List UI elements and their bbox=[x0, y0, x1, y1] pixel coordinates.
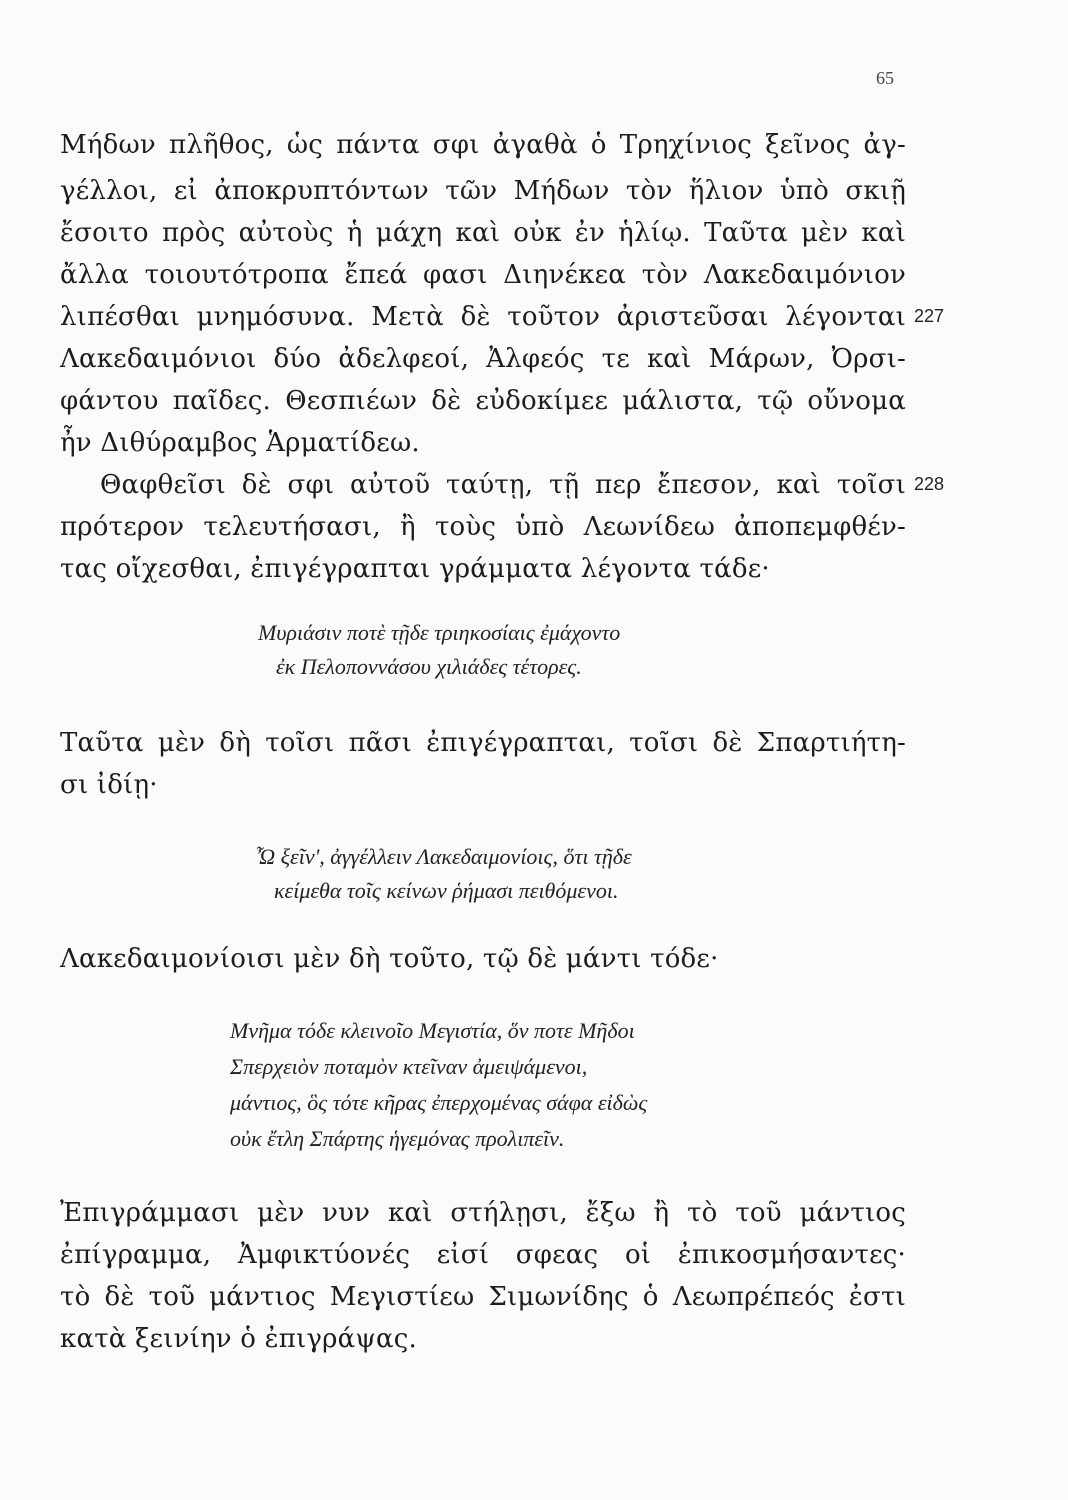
paragraph-2-line-3: τας οἴχεσθαι, ἐπιγέγραπται γράμματα λέγοντα τάδε· bbox=[60, 554, 770, 584]
paragraph-5-line-1: Ἐπιγράμμασι μὲν νυν καὶ στήλῃσι, ἔξω ἢ τὸ τοῦ μάντιος bbox=[60, 1198, 906, 1228]
epigram-3-line-2: Σπερχειὸν ποταμὸν κτεῖναν ἀμειψάμενοι, bbox=[230, 1054, 588, 1079]
epigram-3-line-3: μάντιος, ὃς τότε κῆρας ἐπερχομένας σάφα εἰδὼς bbox=[230, 1090, 648, 1115]
paragraph-2-line-1: Θαφθεῖσι δὲ σφι αὐτοῦ ταύτῃ, τῇ περ ἔπεσον, καὶ τοῖσι bbox=[100, 470, 906, 500]
paragraph-5-line-2: ἐπίγραμμα, Ἀμφικτύονές εἰσί σφεας οἱ ἐπικοσμήσαντες· bbox=[60, 1240, 906, 1270]
paragraph-4-line-1: Λακεδαιμονίοισι μὲν δὴ τοῦτο, τῷ δὲ μάντι τόδε· bbox=[60, 944, 719, 974]
epigram-2-line-1: Ὦ ξεῖν', ἀγγέλλειν Λακεδαιμονίοις, ὅτι τῇδε bbox=[256, 844, 632, 869]
margin-section-number: 228 bbox=[914, 474, 945, 494]
epigram-1-line-2: ἐκ Πελοποννάσου χιλιάδες τέτορες. bbox=[276, 654, 582, 679]
paragraph-1-line-6: Λακεδαιμόνιοι δύο ἀδελφεοί, Ἀλφεός τε καὶ Μάρων, Ὀρσι- bbox=[60, 344, 906, 374]
epigram-3-line-1: Μνῆμα τόδε κλεινοῖο Μεγιστία, ὅν ποτε Μῆδοι bbox=[230, 1018, 635, 1043]
paragraph-3-line-2: σι ἰδίῃ· bbox=[60, 770, 158, 800]
paragraph-2-line-2: πρότερον τελευτήσασι, ἢ τοὺς ὑπὸ Λεωνίδεω ἀποπεμφθέν- bbox=[60, 512, 906, 542]
epigram-3-line-4: οὐκ ἔτλη Σπάρτης ἡγεμόνας προλιπεῖν. bbox=[230, 1126, 565, 1151]
paragraph-1-line-1: Μήδων πλῆθος, ὡς πάντα σφι ἀγαθὰ ὁ Τρηχίνιος ξεῖνος ἀγ- bbox=[60, 130, 906, 160]
paragraph-3-line-1: Ταῦτα μὲν δὴ τοῖσι πᾶσι ἐπιγέγραπται, τοῖσι δὲ Σπαρτιήτη- bbox=[60, 728, 906, 758]
paragraph-1-line-4: ἄλλα τοιουτότροπα ἔπεά φασι Διηνέκεα τὸν Λακεδαιμόνιον bbox=[60, 260, 906, 290]
paragraph-1-line-2: γέλλοι, εἰ ἀποκρυπτόντων τῶν Μήδων τὸν ἥλιον ὑπὸ σκιῇ bbox=[60, 176, 906, 206]
paragraph-5-line-4: κατὰ ξεινίην ὁ ἐπιγράψας. bbox=[60, 1324, 417, 1354]
paragraph-5-line-3: τὸ δὲ τοῦ μάντιος Μεγιστίεω Σιμωνίδης ὁ Λεωπρέπεός ἐστι bbox=[60, 1282, 906, 1312]
epigram-1-line-1: Μυριάσιν ποτὲ τῇδε τριηκοσίαις ἐμάχοντο bbox=[258, 620, 621, 645]
paragraph-1-line-8: ἦν Διθύραμβος Ἁρματίδεω. bbox=[60, 428, 420, 458]
margin-section-number: 227 bbox=[914, 306, 945, 326]
paragraph-1-line-7: φάντου παῖδες. Θεσπιέων δὲ εὐδοκίμεε μάλιστα, τῷ οὔνομα bbox=[60, 386, 906, 416]
paragraph-1-line-5: λιπέσθαι μνημόσυνα. Μετὰ δὲ τοῦτον ἀριστεῦσαι λέγονται bbox=[60, 302, 906, 332]
page-number: 65 bbox=[876, 68, 894, 88]
epigram-2-line-2: κείμεθα τοῖς κείνων ῥήμασι πειθόμενοι. bbox=[274, 878, 619, 903]
paragraph-1-line-3: ἔσοιτο πρὸς αὐτοὺς ἡ μάχη καὶ οὐκ ἐν ἡλίῳ. Ταῦτα μὲν καὶ bbox=[60, 218, 906, 248]
